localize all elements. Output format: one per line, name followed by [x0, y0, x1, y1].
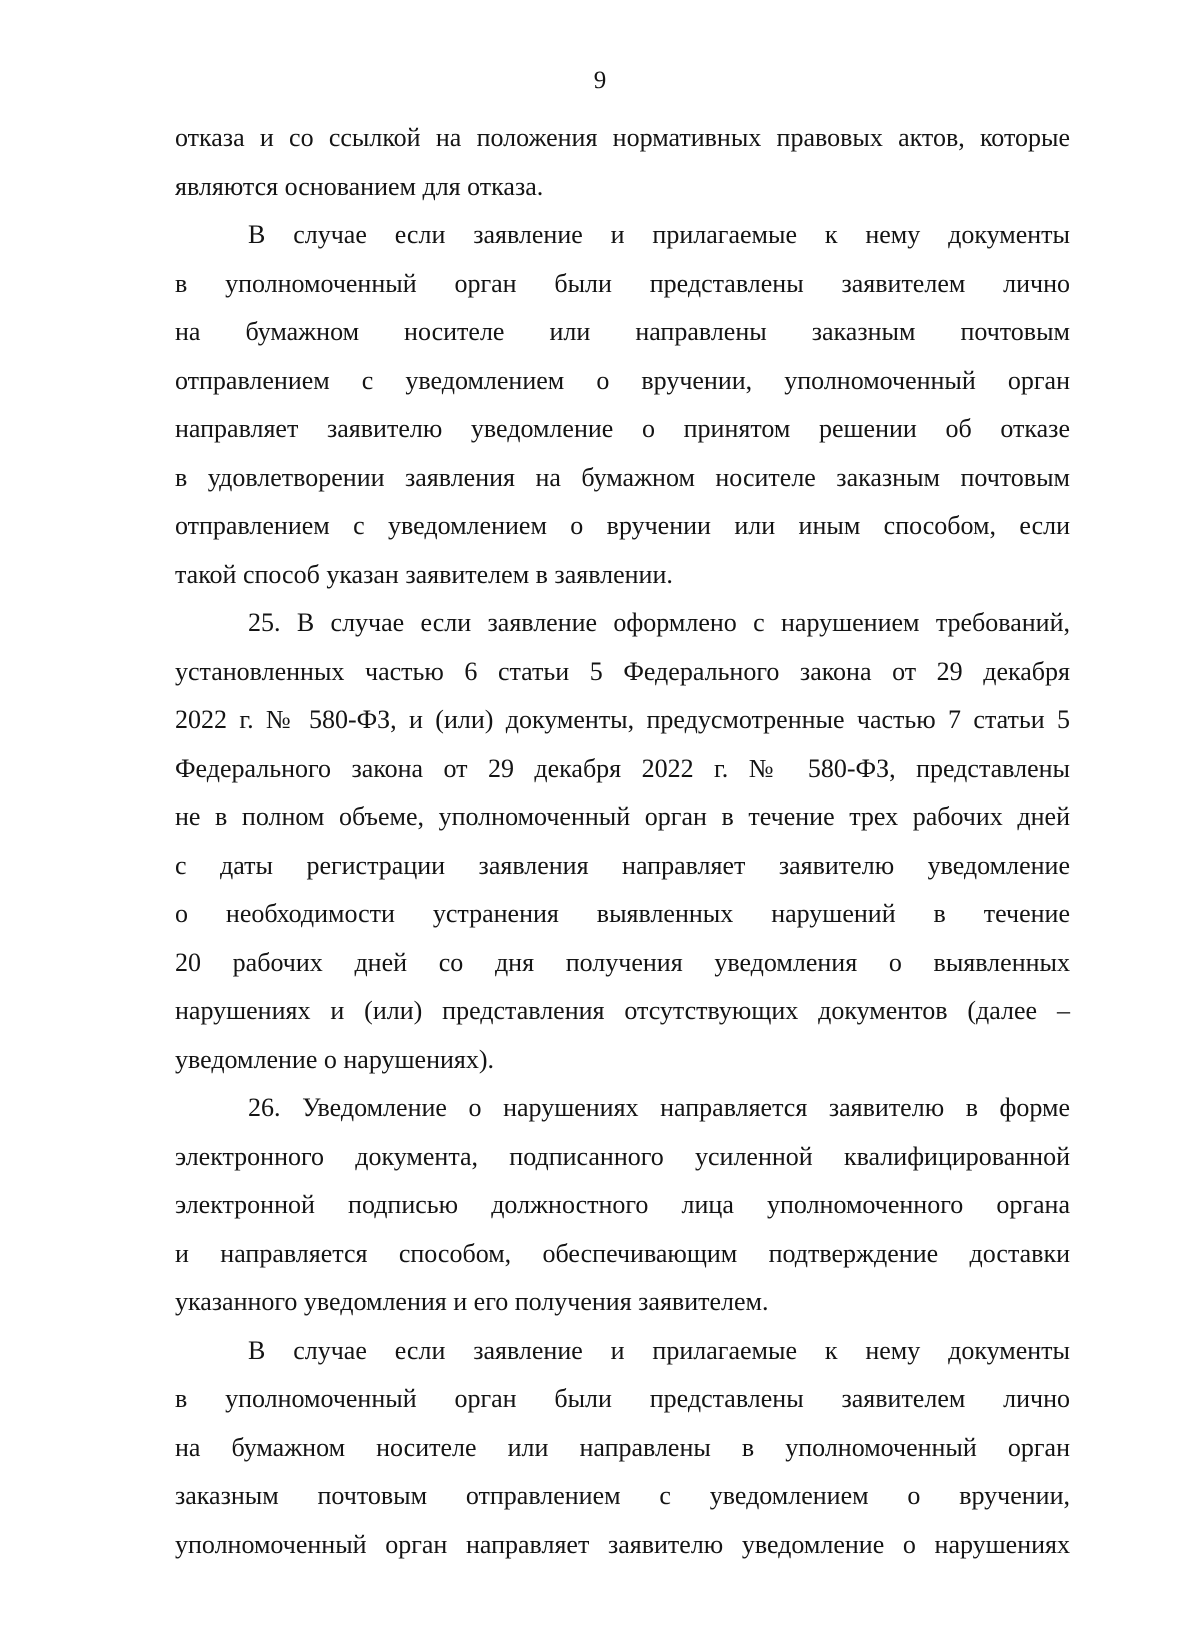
- text-line: указанного уведомления и его получения заявителем.: [175, 1287, 769, 1316]
- text-line: являются основанием для отказа.: [175, 171, 544, 201]
- text-line: на бумажном носителе или направлены в уполномоченный орган: [175, 1432, 1070, 1462]
- text-line: о необходимости устранения выявленных нарушений в течение: [175, 899, 1070, 928]
- text-line: в уполномоченный орган были представлены заявителем лично: [175, 268, 1070, 298]
- text-line: Федерального закона от 29 декабря 2022 г. № 580-ФЗ, представлены: [175, 753, 1070, 783]
- text-line: 25. В случае если заявление оформлено с нарушением требований,: [248, 608, 1070, 637]
- text-line: 20 рабочих дней со дня получения уведомления о выявленных: [175, 947, 1070, 977]
- text-line: отказа и со ссылкой на положения нормативных правовых актов, которые: [175, 123, 1070, 152]
- text-line: электронного документа, подписанного усиленной квалифицированной: [175, 1141, 1070, 1171]
- text-line: на бумажном носителе или направлены заказным почтовым: [175, 317, 1070, 346]
- text-line: такой способ указан заявителем в заявлении.: [175, 559, 673, 589]
- text-line: с даты регистрации заявления направляет заявителю уведомление: [175, 850, 1070, 880]
- text-line: не в полном объеме, уполномоченный орган в течение трех рабочих дней: [175, 802, 1070, 831]
- page-number: 9: [593, 67, 607, 94]
- text-line: отправлением с уведомлением о вручении, уполномоченный орган: [175, 365, 1070, 395]
- text-line: установленных частью 6 статьи 5 Федерального закона от 29 декабря: [175, 656, 1070, 686]
- text-line: уполномоченный орган направляет заявителю уведомление о нарушениях: [175, 1529, 1070, 1559]
- text-line: уведомление о нарушениях).: [175, 1044, 495, 1074]
- text-line: в уполномоченный орган были представлены заявителем лично: [175, 1384, 1070, 1413]
- text-line: отправлением с уведомлением о вручении или иным способом, если: [175, 511, 1070, 540]
- text-line: электронной подписью должностного лица уполномоченного органа: [175, 1190, 1070, 1219]
- text-line: В случае если заявление и прилагаемые к нему документы: [248, 220, 1070, 249]
- text-line: в удовлетворении заявления на бумажном носителе заказным почтовым: [175, 462, 1070, 492]
- document-body: [175, 114, 1070, 1569]
- text-line: нарушениях и (или) представления отсутствующих документов (далее –: [175, 996, 1070, 1025]
- text-line: и направляется способом, обеспечивающим подтверждение доставки: [175, 1238, 1070, 1268]
- text-line: направляет заявителю уведомление о принятом решении об отказе: [175, 414, 1070, 443]
- text-line: заказным почтовым отправлением с уведомлением о вручении,: [175, 1481, 1070, 1510]
- text-line: В случае если заявление и прилагаемые к нему документы: [248, 1335, 1070, 1365]
- text-line: 26. Уведомление о нарушениях направляется заявителю в форме: [248, 1093, 1070, 1122]
- text-line: 2022 г. № 580-ФЗ, и (или) документы, предусмотренные частью 7 статьи 5: [175, 705, 1070, 734]
